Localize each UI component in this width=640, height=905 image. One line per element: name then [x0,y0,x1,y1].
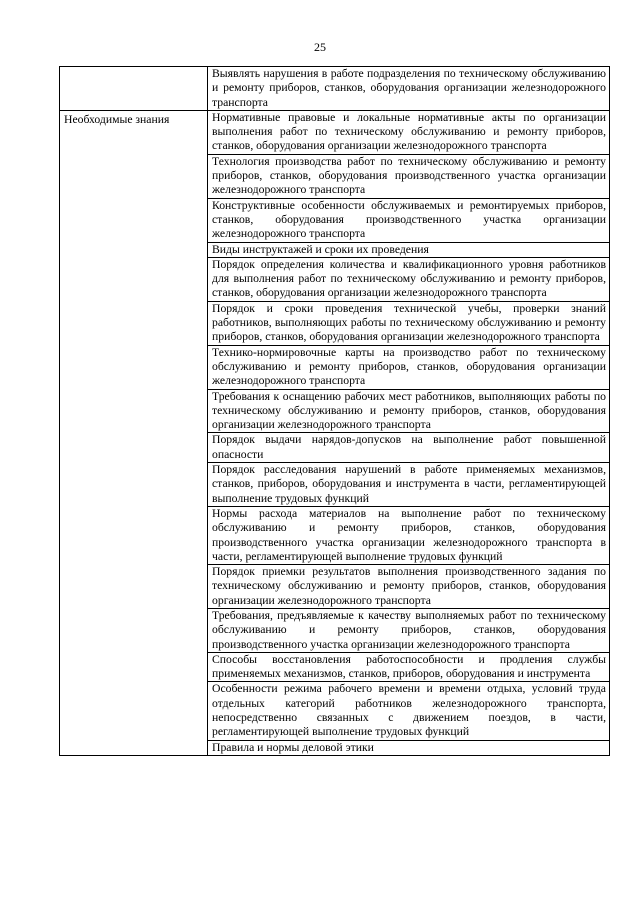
row-text: Нормы расхода материалов на выполнение работ по техническому обслуживанию и ремонту приборов, станков, оборудования производственного участка организации железнодорожного транспорта в части, регламентирующей выполнение трудовых функций [212,506,606,563]
row-text: Требования к оснащению рабочих мест работников, выполняющих работы по техническому обслуживанию и ремонту приборов, станков, оборудования организации железнодорожного транспорта [212,389,606,432]
table-row [60,67,610,111]
row-text: Правила и нормы деловой этики [212,740,374,754]
row-text-cell [208,242,610,257]
row-text-cell [208,345,610,389]
page-number: 25 [314,40,326,54]
row-text: Выявлять нарушения в работе подразделения по техническому обслуживанию и ремонту приборов, станков, оборудования организации железнодорожного транспорта [212,67,606,109]
row-text-cell [208,110,610,154]
row-text: Порядок расследования нарушений в работе применяемых механизмов, станков, приборов, оборудования и инструмента в части, регламентирующей выполнение трудовых функций [212,463,606,505]
row-text-cell [208,608,610,652]
row-text: Порядок и сроки проведения технической учебы, проверки знаний работников, выполняющих работы по техническому обслуживанию и ремонту приборов, станков, оборудования организации железнодорожного транспорта [212,301,606,344]
knowledge-table [59,66,610,756]
row-text-cell [208,740,610,755]
table-row [60,110,610,154]
row-text-cell [208,463,610,507]
row-text: Порядок определения количества и квалификационного уровня работников для выполнения работ по техническому обслуживанию и ремонту приборов, станков, оборудования организации железнодорожного транспорта [212,257,606,300]
row-text-cell [208,565,610,609]
row-text-cell [208,389,610,433]
row-text-cell [208,652,610,682]
row-text: Технология производства работ по техническому обслуживанию и ремонту приборов, станков, оборудования производственного участка организации железнодорожного транспорта [212,154,606,197]
row-text-cell [208,301,610,345]
section-label-cell: Необходимые знания [60,110,208,755]
row-text: Требования, предъявляемые к качеству выполняемых работ по техническому обслуживанию и ремонту приборов, станков, оборудования производственного участка организации железнодорожного транспорта [212,608,606,651]
row-text: Нормативные правовые и локальные нормативные акты по организации выполнения работ по техническому обслуживанию и ремонту приборов, станков, оборудования организации железнодорожного транспорта [212,110,606,153]
row-text: Конструктивные особенности обслуживаемых и ремонтируемых приборов, станков, оборудования производственного участка организации железнодорожного транспорта [212,198,606,241]
row-text-cell [208,257,610,301]
row-label-cell [60,67,208,111]
row-text: Технико-нормировочные карты на производство работ по техническому обслуживанию и ремонту приборов, станков, оборудования организации железнодорожного транспорта [212,345,606,388]
row-text: Особенности режима рабочего времени и времени отдыха, условий труда отдельных категорий работников железнодорожного транспорта, непосредственно связанных с движением поездов, в части, регламентирующей выполнение трудовых функций [212,682,606,739]
row-text-cell [208,198,610,242]
row-text-cell [208,506,610,564]
row-text-cell [208,433,610,463]
row-text-cell [208,154,610,198]
row-text-cell [208,67,610,111]
row-text: Виды инструктажей и сроки их проведения [212,242,429,256]
row-text-cell [208,682,610,740]
row-text: Порядок приемки результатов выполнения производственного задания по техническому обслуживанию и ремонту приборов, станков, оборудования организации железнодорожного транспорта [212,565,606,607]
row-text: Способы восстановления работоспособности и продления службы применяемых механизмов, станков, приборов, оборудования и инструмента [212,652,606,681]
row-text: Порядок выдачи нарядов-допусков на выполнение работ повышенной опасности [212,433,606,461]
